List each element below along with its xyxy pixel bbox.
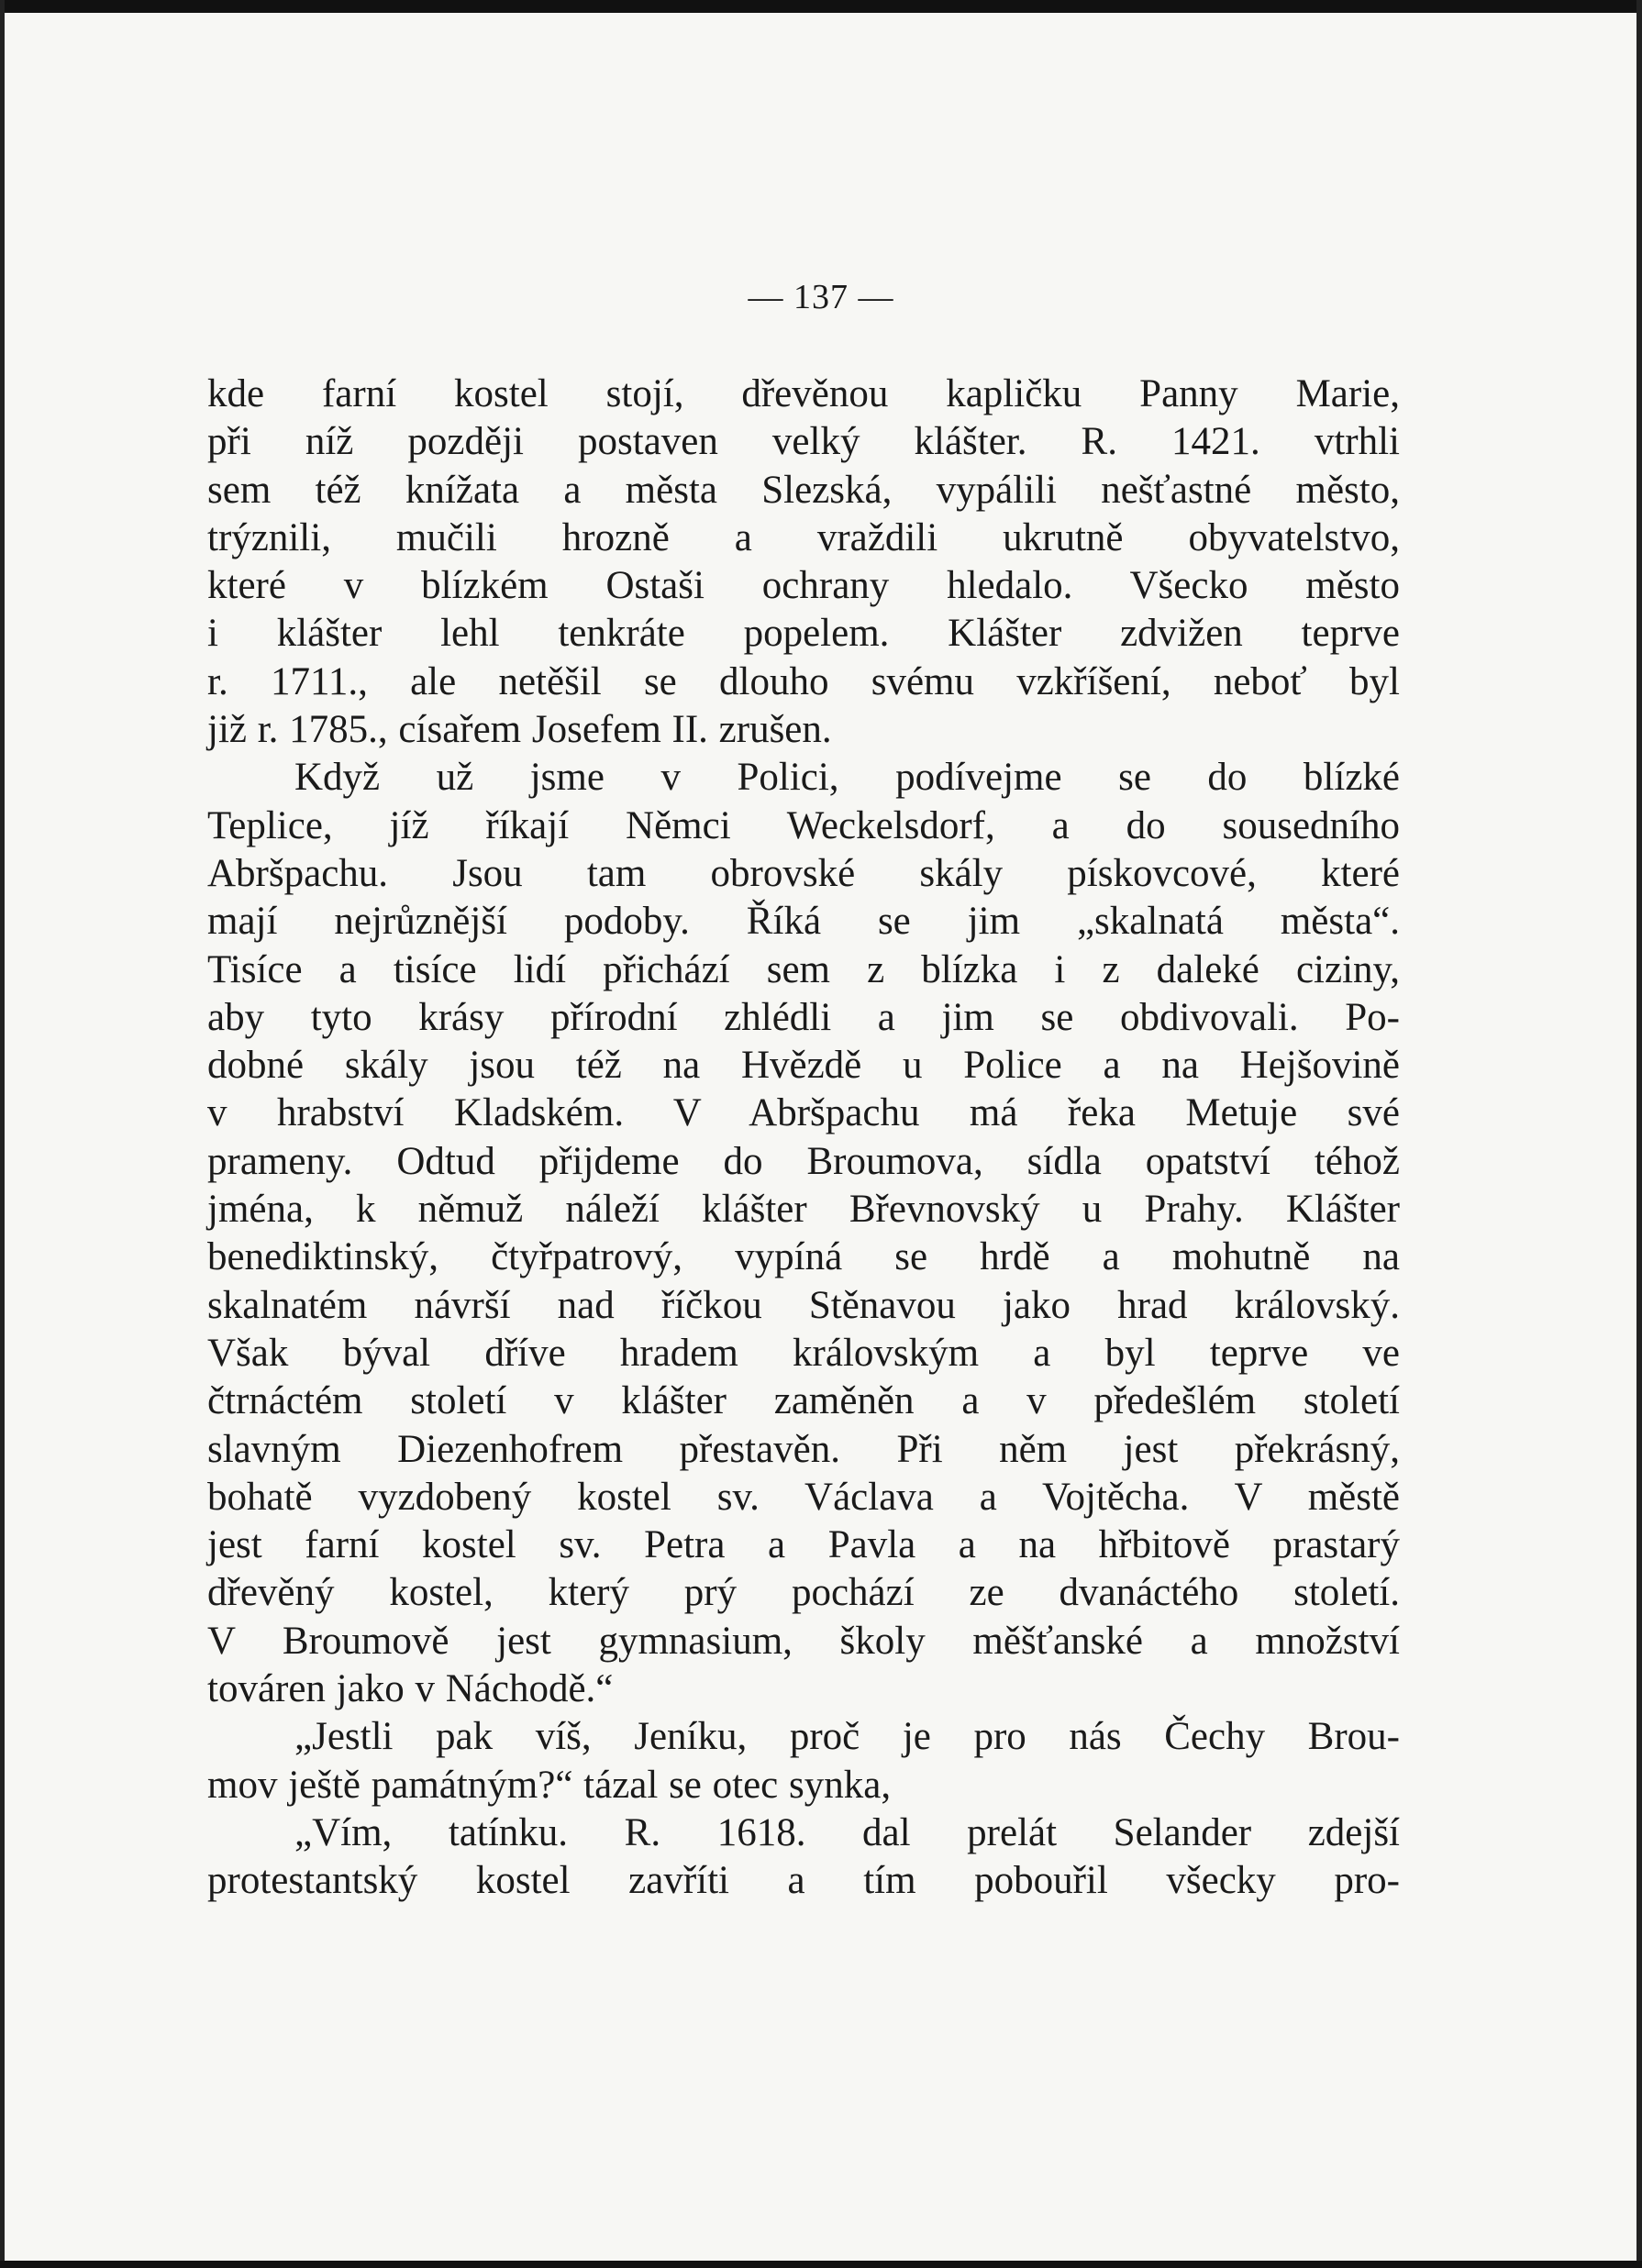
text-line: Když už jsme v Polici, podívejme se do blízké: [294, 756, 1400, 800]
text-line: prameny. Odtud přijdeme do Broumova, sídla opatství téhož: [207, 1139, 1400, 1183]
text-line: dřevěný kostel, který prý pochází ze dvanáctého století.: [207, 1571, 1400, 1615]
scan-left-edge: [0, 0, 5, 2268]
text-line: protestantský kostel zavříti a tím pobouřil všecky pro-: [207, 1859, 1400, 1903]
text-line: r. 1711., ale netěšil se dlouho svému vzkříšení, neboť byl: [207, 659, 1400, 703]
text-line: mov ještě památným?“ tázal se otec synka,: [207, 1763, 892, 1807]
text-line: V Broumově jest gymnasium, školy měšťanské a množství: [207, 1619, 1400, 1663]
text-line: benediktinský, čtyřpatrový, vypíná se hrdě a mohutně na: [207, 1235, 1400, 1279]
body-text: [207, 371, 1400, 1906]
text-line: Tisíce a tisíce lidí přichází sem z blízka i z daleké ciziny,: [207, 947, 1400, 991]
scan-top-edge: [0, 0, 1642, 13]
text-line: i klášter lehl tenkráte popelem. Klášter zdvižen teprve: [207, 612, 1400, 656]
text-line: při níž později postaven velký klášter. R. 1421. vtrhli: [207, 420, 1400, 464]
text-line: v hrabství Kladském. V Abršpachu má řeka Metuje své: [207, 1091, 1400, 1135]
text-line: jest farní kostel sv. Petra a Pavla a na hřbitově prastarý: [207, 1523, 1400, 1567]
text-line: již r. 1785., císařem Josefem II. zrušen.: [207, 708, 832, 752]
text-line: dobné skály jsou též na Hvězdě u Police a na Hejšovině: [207, 1044, 1400, 1088]
text-line: jména, k němuž náleží klášter Břevnovský u Prahy. Klášter: [207, 1188, 1400, 1232]
text-line: sem též knížata a města Slezská, vypálili nešťastné město,: [207, 468, 1400, 512]
text-line: „Vím, tatínku. R. 1618. dal prelát Selander zdejší: [294, 1810, 1400, 1854]
page-number: — 137 —: [748, 278, 894, 316]
text-line: Abršpachu. Jsou tam obrovské skály pískovcové, které: [207, 851, 1400, 895]
text-line: skalnatém návrší nad říčkou Stěnavou jako hrad královský.: [207, 1283, 1400, 1327]
text-line: slavným Diezenhofrem přestavěn. Při něm jest překrásný,: [207, 1427, 1400, 1471]
text-line: Však býval dříve hradem královským a byl teprve ve: [207, 1331, 1400, 1375]
text-line: Teplice, jíž říkají Němci Weckelsdorf, a do sousedního: [207, 803, 1400, 847]
text-line: „Jestli pak víš, Jeníku, proč je pro nás Čechy Brou-: [294, 1715, 1400, 1759]
text-line: čtrnáctém století v klášter zaměněn a v předešlém století: [207, 1379, 1400, 1423]
text-line: továren jako v Náchodě.“: [207, 1667, 614, 1711]
text-line: mají nejrůznější podoby. Říká se jim „skalnatá města“.: [207, 900, 1400, 944]
text-line: trýznili, mučili hrozně a vraždili ukrutně obyvatelstvo,: [207, 515, 1400, 559]
scan-right-edge: [1636, 0, 1642, 2268]
text-line: bohatě vyzdobený kostel sv. Václava a Vojtěcha. V městě: [207, 1475, 1400, 1519]
text-line: kde farní kostel stojí, dřevěnou kapličku Panny Marie,: [207, 372, 1400, 415]
text-line: aby tyto krásy přírodní zhlédli a jim se obdivovali. Po-: [207, 995, 1400, 1039]
text-line: které v blízkém Ostaši ochrany hledalo. Všecko město: [207, 564, 1400, 608]
scan-bottom-edge: [0, 2261, 1642, 2268]
